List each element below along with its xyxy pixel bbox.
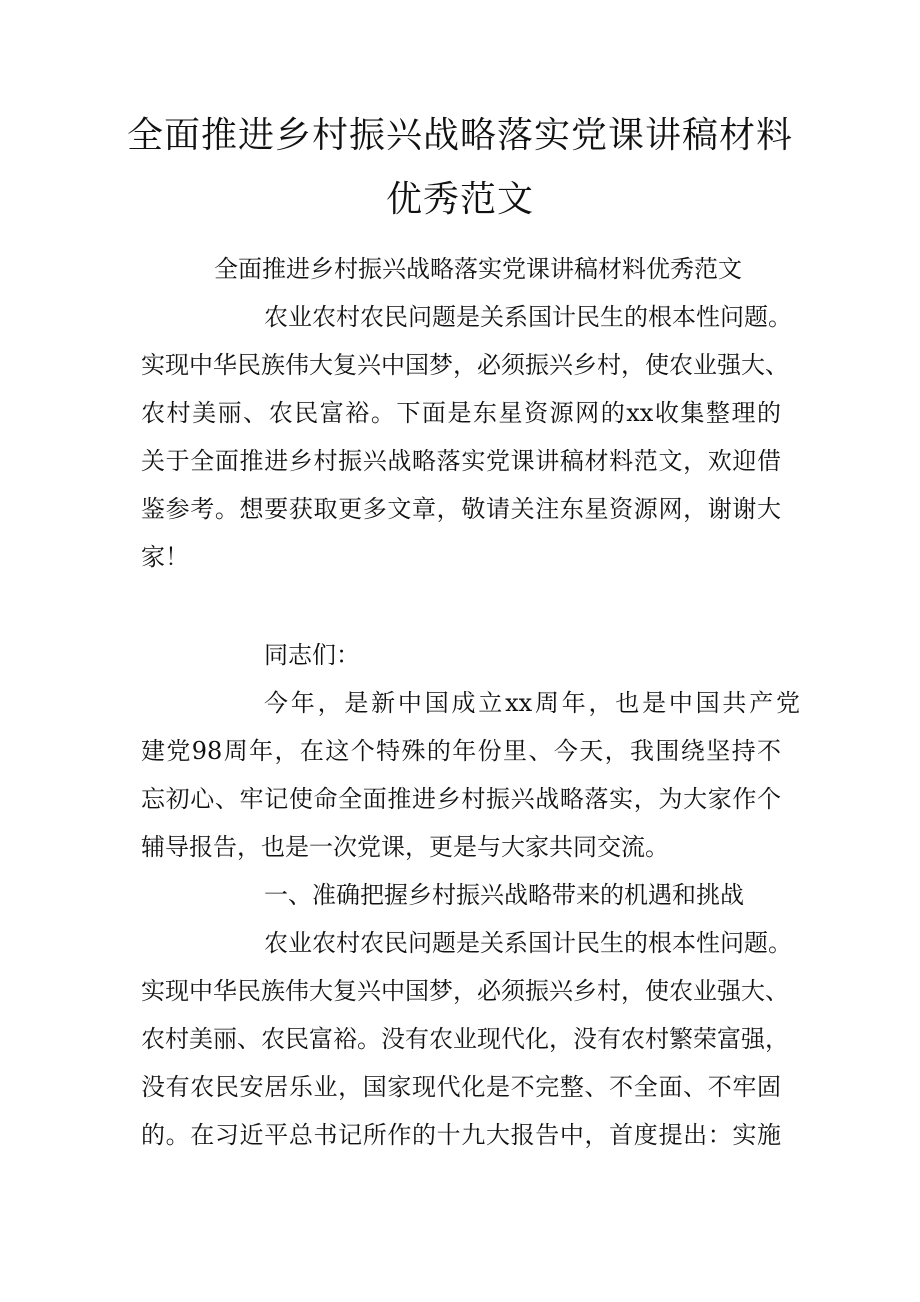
intro-line: 实现中华民族伟大复兴中国梦，必须振兴乡村，使农业强大、 — [141, 351, 789, 379]
greeting: 同志们： — [264, 641, 360, 669]
intro-line: 农业农村农民问题是关系国计民生的根本性问题。 — [264, 303, 792, 331]
paragraph-line: 实现中华民族伟大复兴中国梦，必须振兴乡村，使农业强大、 — [141, 977, 789, 1005]
paragraph-line: 没有农民安居乐业，国家现代化是不完整、不全面、不牢固 — [141, 1073, 781, 1101]
paragraph-line: 农村美丽、农民富裕。没有农业现代化，没有农村繁荣富强， — [141, 1025, 789, 1053]
paragraph-line: 今年，是新中国成立xx周年，也是中国共产党 — [264, 689, 800, 717]
intro-line: 关于全面推进乡村振兴战略落实党课讲稿材料范文，欢迎借 — [141, 447, 781, 475]
document-subtitle: 全面推进乡村振兴战略落实党课讲稿材料优秀范文 — [214, 255, 742, 283]
intro-line: 农村美丽、农民富裕。下面是东星资源网的xx收集整理的 — [141, 399, 781, 427]
document-title-line-1: 全面推进乡村振兴战略落实党课讲稿材料 — [126, 115, 793, 156]
intro-line: 鉴参考。想要获取更多文章，敬请关注东星资源网，谢谢大 — [141, 495, 781, 523]
paragraph-line: 忘初心、牢记使命全面推进乡村振兴战略落实，为大家作个 — [141, 785, 781, 813]
intro-line: 家！ — [141, 543, 189, 571]
document-title-line-2: 优秀范文 — [385, 179, 534, 220]
paragraph-line: 辅导报告，也是一次党课，更是与大家共同交流。 — [141, 833, 669, 861]
paragraph-line: 建党98周年，在这个特殊的年份里、今天，我围绕坚持不 — [141, 737, 781, 765]
paragraph-line: 农业农村农民问题是关系国计民生的根本性问题。 — [264, 929, 792, 957]
paragraph-line: 的。在习近平总书记所作的十九大报告中，首度提出：实施 — [141, 1121, 781, 1149]
section-heading: 一、准确把握乡村振兴战略带来的机遇和挑战 — [264, 881, 744, 909]
